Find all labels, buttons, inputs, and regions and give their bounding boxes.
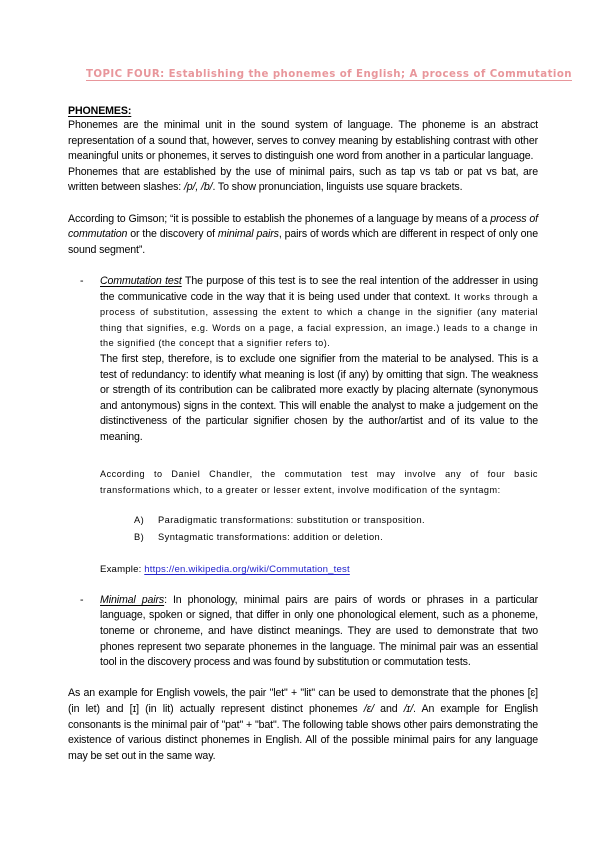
list-item-body	[100, 274, 538, 577]
section-heading-colon: :	[127, 105, 132, 117]
example-line	[100, 562, 538, 577]
paragraph-phoneme-definition: Phonemes are the minimal unit in the sound system of language. The phoneme is an abstract representation of a sound that, however, serves to convey meaning by establishing contrast with other meaningful units or phonemes, it serves to distinguish one word from another in a particular language.	[68, 119, 538, 163]
paragraph-minimal-pairs-slashes	[68, 165, 538, 196]
commutation-test-paragraph-2: The first step, therefore, is to exclude one signifier from the material to be analysed. This is a test of redundancy: to identify what meaning is lost (if any) by omitting that sign. The weakness or strength of its contribution can be calibrated more exactly by placing alternate (synonymous and antonymous) signs in the context. This will enable the analyst to make a judgement on the distinctiveness of the particular signifier chosen by the author/artist and of its value to the meaning.	[100, 352, 538, 443]
closing-tail: . An example for English consonants is the minimal pair of "pat" + "bat". The following table shows other pairs demonstrating the existence of various distinct phonemes in English. All of the possible minimal pairs for any language may be set out in the same way.	[68, 703, 538, 762]
para3-process-of-commutation: process of commutation	[68, 212, 538, 241]
dash-marker-icon: -	[80, 274, 84, 287]
section-heading-phonemes	[68, 104, 538, 118]
minimal-pairs-text: : In phonology, minimal pairs are pairs of words or phrases in a particular language, spoken or signed, that differ in only one phonological element, such as a phoneme, toneme or chroneme, and have distinct meanings. They are used to demonstrate that two phones represent two separate phonemes in the language. The minimal pair was an essential tool in the discovery process and was found by substitution or commutation tests.	[100, 593, 538, 669]
para2-phoneme-symbols: /p/, /b/	[183, 181, 213, 194]
para2-tail: . To show pronunciation, linguists use square brackets.	[212, 181, 463, 194]
list-item	[134, 512, 538, 529]
list-item-marker: A)	[134, 515, 145, 526]
section-heading-text: PHONEMES	[68, 105, 128, 117]
para3-mid: or the discovery of	[127, 228, 218, 241]
list-item-label: Syntagmatic transformations: addition or deletion.	[158, 531, 384, 542]
minimal-pairs-paragraph	[100, 593, 538, 671]
paragraph-gimson-quote	[68, 212, 538, 259]
para2-lead: Phonemes that are established by the use of minimal pairs, such as tap vs tab or pat vs bat, are written between slashes:	[68, 165, 538, 194]
commutation-test-term: Commutation test	[100, 274, 182, 287]
example-label: Example:	[100, 564, 145, 576]
closing-phoneme-small-capital-i: /ɪ/	[403, 703, 414, 716]
commutation-test-paragraph	[100, 274, 538, 352]
dash-marker-icon: -	[80, 593, 84, 606]
commutation-test-text: The purpose of this test is to see the real intention of the addresser in using the communicative code in the way that it is being used under that context.	[100, 274, 538, 303]
list-item-commutation-test	[68, 274, 538, 577]
commutation-test-text-small: It works through a process of substitution, assessing the extent to which a change in the signifier (any material thing that signifies, e.g. Words on a page, a facial expression, an image.) leads to a change in the signified (the concept that a signifier refers to).	[100, 291, 539, 349]
minimal-pairs-term: Minimal pairs	[100, 593, 165, 606]
closing-phoneme-epsilon: /ɛ/	[363, 703, 374, 716]
closing-lead: As an example for English vowels, the pair "let" + "lit" can be used to demonstrate that the phones [ɛ] (in let) and [ɪ] (in lit) actually represent distinct phonemes	[68, 687, 538, 716]
para3-tail: , pairs of words which are different in respect of only one sound segment”.	[68, 228, 538, 256]
list-item	[134, 529, 538, 546]
list-item-body	[100, 593, 538, 671]
list-item-minimal-pairs	[68, 593, 538, 671]
list-item-label: Paradigmatic transformations: substitution or transposition.	[158, 515, 426, 526]
para3-minimal-pairs: minimal pairs	[217, 228, 279, 241]
commutation-test-wikipedia-link[interactable]: https://en.wikipedia.org/wiki/Commutation_test	[144, 564, 350, 576]
closing-mid: and	[373, 703, 404, 716]
list-item-marker: B)	[134, 531, 145, 542]
chandler-intro-paragraph: According to Daniel Chandler, the commutation test may involve any of four basic transformations which, to a greater or lesser extent, involve modification of the syntagm:	[100, 469, 538, 495]
page-title: TOPIC FOUR: Establishing the phonemes of English; A process of Commutation	[86, 69, 572, 80]
paragraph-english-vowels-example	[68, 686, 538, 764]
para3-lead: According to Gimson; “it is possible to establish the phonemes of a language by means of a	[68, 212, 491, 225]
transformations-list	[100, 512, 538, 545]
